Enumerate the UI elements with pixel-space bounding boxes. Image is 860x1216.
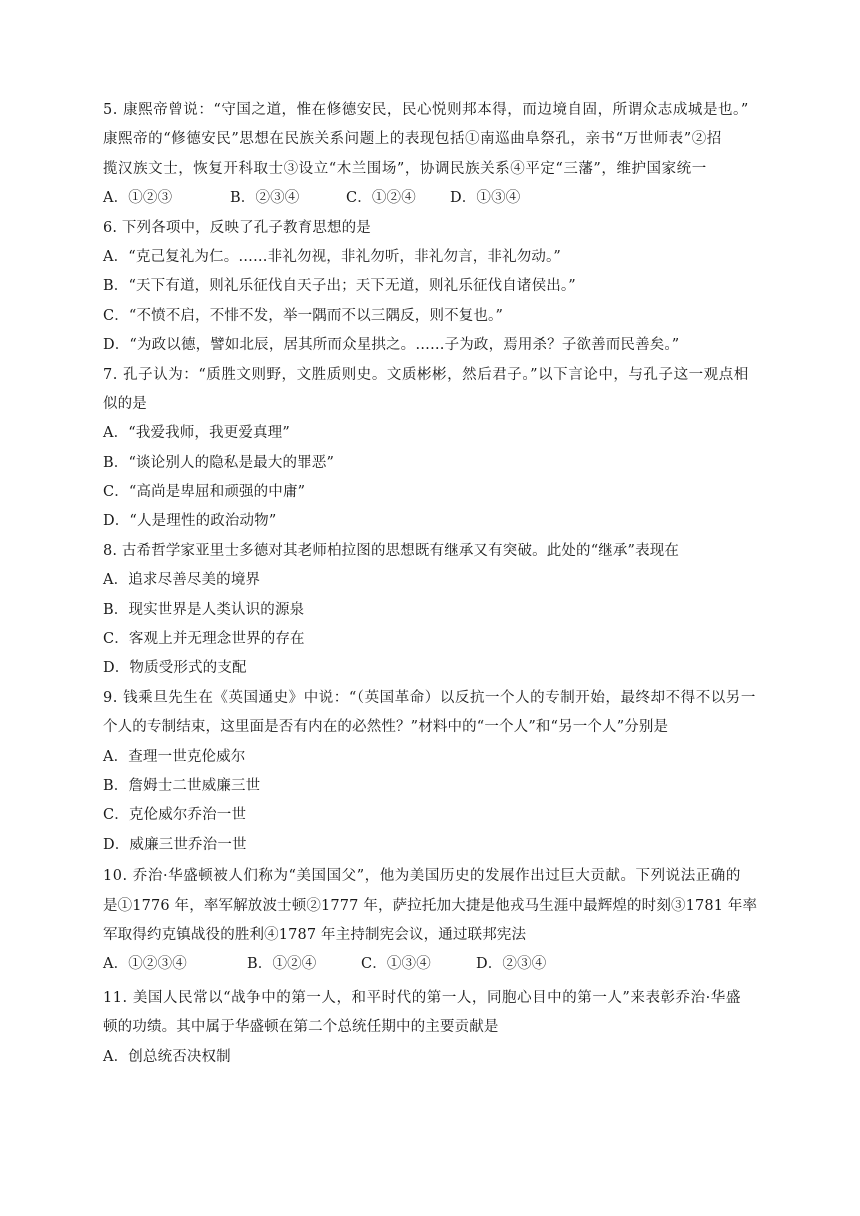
question-stem-line: 9. 钱乘旦先生在《英国通史》中说：“（英国革命）以反抗一个人的专制开始，最终却不得不以另一: [103, 689, 756, 706]
question-stem-line: 7. 孔子认为：“质胜文则野，文胜质则史。文质彬彬，然后君子。”以下言论中，与孔子这一观点相: [103, 366, 749, 383]
option-a: A．“我爱我师，我更爱真理”: [103, 425, 290, 442]
option-b: B．现实世界是人类认识的源泉: [103, 601, 305, 618]
option-d: D．物质受形式的支配: [103, 660, 247, 677]
option-d: D．①③④: [450, 190, 521, 207]
option-b: B．①②④: [247, 956, 317, 973]
option-d: D．②③④: [476, 956, 547, 973]
question-11: [103, 984, 761, 1072]
option-c: C．克伦威尔乔治一世: [103, 807, 247, 824]
question-9: [103, 684, 761, 860]
question-stem-line: 军取得约克镇战役的胜利④1787 年主持制宪会议，通过联邦宪法: [103, 926, 527, 943]
question-stem-line: 揽汉族文士，恢复开科取士③设立“木兰围场”，协调民族关系④平定“三藩”，维护国家统一: [103, 160, 707, 177]
question-6: [103, 214, 761, 361]
question-stem-line: 似的是: [103, 395, 147, 412]
question-10: [103, 862, 761, 980]
option-a: A．追求尽善尽美的境界: [103, 572, 261, 589]
option-b: B．②③④: [230, 190, 300, 207]
question-stem-line: 是①1776 年，率军解放波士顿②1777 年，萨拉托加大捷是他戎马生涯中最辉煌的时刻③1781 年率: [103, 897, 758, 914]
option-c: C．①②④: [346, 190, 416, 207]
question-stem-line: 6. 下列各项中，反映了孔子教育思想的是: [103, 219, 371, 236]
option-a: A．查理一世克伦威尔: [103, 748, 246, 765]
options-row: [103, 184, 761, 213]
exam-page: [103, 96, 761, 1072]
question-stem-line: 10. 乔治·华盛顿被人们称为“美国国父”，他为美国历史的发展作出过巨大贡献。下列说法正确的: [103, 868, 741, 885]
option-a: A．①②③: [103, 190, 173, 207]
question-stem-line: 5. 康熙帝曾说：“守国之道，惟在修德安民，民心悦则邦本得，而边境自固，所谓众志成城是也。”: [103, 102, 749, 118]
option-d: D．“为政以德，譬如北辰，居其所而众星拱之。……子为政，焉用杀？子欲善而民善矣。”: [103, 337, 680, 354]
option-d: D．“人是理性的政治动物”: [103, 513, 277, 530]
question-5: [103, 96, 761, 214]
option-a: A．“克己复礼为仁。……非礼勿视，非礼勿听，非礼勿言，非礼勿动。”: [103, 248, 561, 265]
options-row: [103, 950, 761, 979]
question-7: [103, 361, 761, 537]
question-stem-line: 顿的功绩。其中属于华盛顿在第二个总统任期中的主要贡献是: [103, 1019, 499, 1036]
option-b: B．“谈论别人的隐私是最大的罪恶”: [103, 454, 335, 471]
question-8: [103, 537, 761, 684]
option-c: C．“高尚是卑屈和顽强的中庸”: [103, 484, 306, 501]
option-b: B．詹姆士二世威廉三世: [103, 777, 261, 794]
option-b: B．“天下有道，则礼乐征伐自天子出；天下无道，则礼乐征伐自诸侯出。”: [103, 278, 576, 295]
question-stem-line: 康熙帝的“修德安民”思想在民族关系问题上的表现包括①南巡曲阜祭孔，亲书“万世师表”②招: [103, 131, 722, 148]
question-stem-line: 11. 美国人民常以“战争中的第一人，和平时代的第一人，同胞心目中的第一人”来表彰乔治·华盛: [103, 989, 741, 1006]
option-c: C．客观上并无理念世界的存在: [103, 631, 305, 648]
option-a: A．①②③④: [103, 956, 187, 973]
question-stem-line: 8. 古希哲学家亚里士多德对其老师柏拉图的思想既有继承又有突破。此处的“继承”表现在: [103, 542, 680, 559]
option-c: C．“不愤不启，不悱不发，举一隅而不以三隅反，则不复也。”: [103, 307, 504, 324]
option-a: A．创总统否决权制: [103, 1048, 231, 1065]
option-d: D．威廉三世乔治一世: [103, 836, 247, 853]
option-c: C．①③④: [361, 956, 431, 973]
question-stem-line: 个人的专制结束，这里面是否有内在的必然性？”材料中的“一个人”和“另一个人”分别是: [103, 719, 669, 736]
